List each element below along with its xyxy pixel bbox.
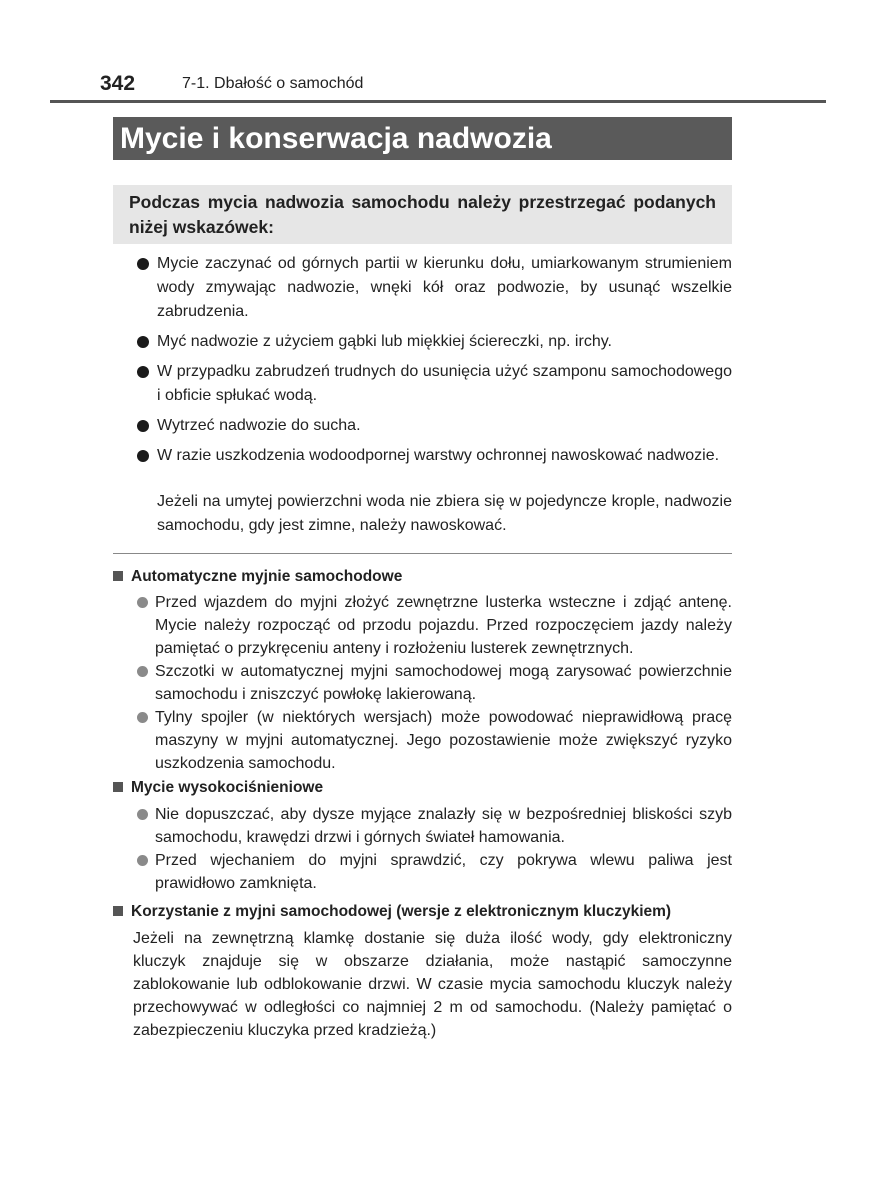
intro-box — [113, 185, 732, 244]
list-item: Przed wjazdem do myjni złożyć zewnętrzne lusterka wsteczne i zdjąć antenę. Mycie należy rozpocząć od przodu pojazdu. Przed rozpoczęciem jazdy należy pamiętać o przykręceniu anteny i rozłożeniu lusterek zewnętrznych. — [137, 591, 732, 660]
list-item: Tylny spojler (w niektórych wersjach) może powodować nieprawidłową pracę maszyny w myjni automatycznej. Jego pozostawienie może zwiększyć ryzyko uszkodzenia samochodu. — [137, 706, 732, 775]
intro-text: Podczas mycia nadwozia samochodu należy przestrzegać podanych niżej wskazówek: — [129, 192, 716, 237]
list-item: Wytrzeć nadwozie do sucha. — [137, 414, 732, 438]
section-list — [137, 803, 732, 895]
section-heading: Automatyczne myjnie samochodowe — [113, 566, 738, 588]
bullet-icon — [137, 809, 148, 820]
chapter-title: 7-1. Dbałość o samochód — [182, 75, 364, 92]
bullet-icon — [137, 855, 148, 866]
square-bullet-icon — [113, 782, 123, 792]
list-item: Nie dopuszczać, aby dysze myjące znalazły się w bezpośredniej bliskości szyb samochodu, krawędzi drzwi i górnych świateł hamowania. — [137, 803, 732, 849]
bullet-icon — [137, 336, 149, 348]
square-bullet-icon — [113, 906, 123, 916]
bullet-note: Jeżeli na umytej powierzchni woda nie zbiera się w pojedyncze krople, nadwozie samochodu, gdy jest zimne, należy nawoskować. — [157, 493, 732, 534]
section-paragraph: Jeżeli na zewnętrzną klamkę dostanie się duża ilość wody, gdy elektroniczny kluczyk znajduje się w obszarze działania, może nastąpić samoczynne zablokowanie lub odblokowanie drzwi. W czasie mycia samochodu kluczyk należy przechowywać w odległości co najmniej 2 m od samochodu. (Należy pamiętać o zabezpieczeniu kluczyka przed kradzieżą.) — [133, 930, 732, 1039]
bullet-icon — [137, 666, 148, 677]
list-item: Przed wjechaniem do myjni sprawdzić, czy pokrywa wlewu paliwa jest prawidłowo zamknięta. — [137, 849, 732, 895]
list-item: Mycie zaczynać od górnych partii w kierunku dołu, umiarkowanym strumieniem wody zmywając nadwozie, wnęki kół oraz podwozie, by usunąć wszelkie zabrudzenia. — [137, 252, 732, 324]
bullet-icon — [137, 258, 149, 270]
page-header — [100, 70, 820, 100]
list-item: W przypadku zabrudzeń trudnych do usunięcia użyć szamponu samochodowego i obficie spłukać wodą. — [137, 360, 732, 408]
bullet-icon — [137, 712, 148, 723]
bullet-icon — [137, 420, 149, 432]
bullet-icon — [137, 450, 149, 462]
section-list — [137, 591, 732, 775]
list-item: W razie uszkodzenia wodoodpornej warstwy ochronnej nawoskować nadwozie. — [137, 444, 732, 468]
list-item: Szczotki w automatycznej myjni samochodowej mogą zarysować powierzchnie samochodu i zniszczyć powłokę lakierowaną. — [137, 660, 732, 706]
page-title: Mycie i konserwacja nadwozia — [113, 117, 732, 160]
section-divider — [113, 553, 732, 554]
header-divider — [50, 100, 826, 103]
page-number: 342 — [100, 72, 136, 95]
bullet-list — [137, 252, 732, 468]
list-item: Myć nadwozie z użyciem gąbki lub miękkiej ściereczki, np. irchy. — [137, 330, 732, 354]
section-heading: Korzystanie z myjni samochodowej (wersje z elektronicznym kluczykiem) — [113, 901, 738, 923]
section-heading: Mycie wysokociśnieniowe — [113, 777, 738, 799]
bullet-icon — [137, 366, 149, 378]
square-bullet-icon — [113, 571, 123, 581]
bullet-icon — [137, 597, 148, 608]
